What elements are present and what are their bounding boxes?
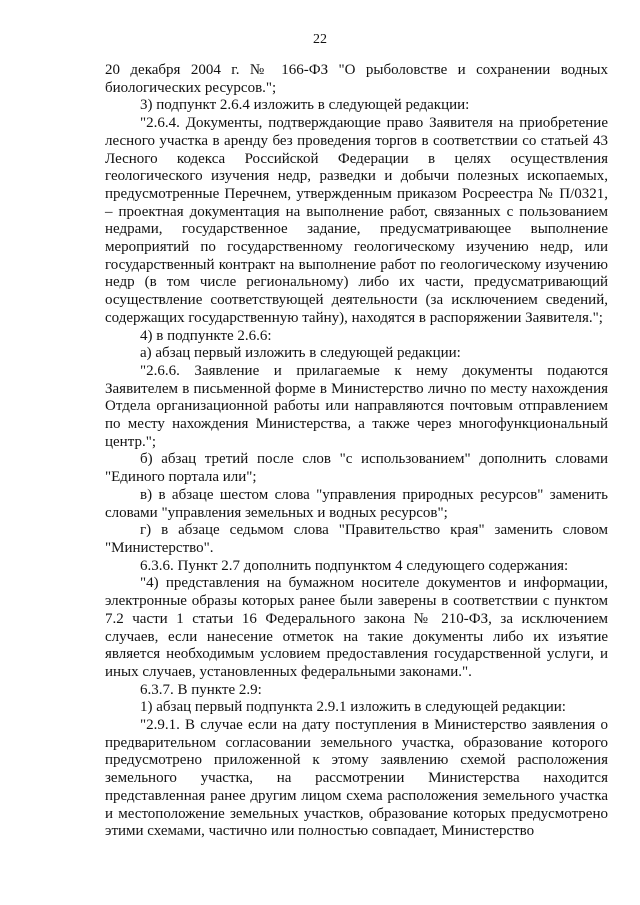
paragraph: 6.3.6. Пункт 2.7 дополнить подпунктом 4 следующего содержания: [140,557,569,574]
paragraph: 6.3.7. В пункте 2.9: [140,681,262,698]
paragraph: г) в абзаце седьмом слова "Правительство края" заменить словом "Министерство". [105,522,608,556]
paragraph: 1) абзац первый подпункта 2.9.1 изложить в следующей редакции: [140,699,566,716]
paragraph: 20 декабря 2004 г. № 166-ФЗ "О рыболовстве и сохранении водных биологических ресурсов."; [105,62,608,96]
paragraph: а) абзац первый изложить в следующей редакции: [140,345,461,362]
paragraph: в) в абзаце шестом слова "управления природных ресурсов" заменить словами "управления земельных и водных ресурсов"; [105,486,608,521]
paragraph: "2.6.4. Документы, подтверждающие право Заявителя на приобретение лесного участка в аренду без проведения торгов в соответствии со статьей 43 Лесного кодекса Российской Федерации в целях осуществления геологического изучения недр, разведки и добычи полезных ископаемых, предусмотренные Перечнем, утвержденным приказом Росреестра № П/0321, – проектная документация на выполнение работ, связанных с пользованием недрами, государственное задание, предусматривающее выполнение мероприятий по государственному геологическому изучению недр, или государственный контракт на выполнение работ по геологическому изучению недр (в том числе региональному) либо их части, предусматривающий осуществление соответствующей деятельности (за исключением сведений, содержащих государственную тайну), находятся в распоряжении Заявителя."; [105,115,608,326]
paragraph: 4) в подпункте 2.6.6: [140,327,272,344]
paragraph: 3) подпункт 2.6.4 изложить в следующей редакции: [140,97,470,114]
paragraph: "4) представления на бумажном носителе документов и информации, электронные образы которых ранее были заверены в соответствии с пунктом 7.2 части 1 статьи 16 Федерального закона № 210-ФЗ, за исключением случаев, если нанесение отметок на такие документы либо их изъятие является необходимым условием предоставления государственной услуги, и иных случаев, установленных федеральными законами.". [105,575,608,680]
paragraph: "2.6.6. Заявление и прилагаемые к нему документы подаются Заявителем в письменной форме в Министерство лично по месту нахождения Отдела организационной работы или направляются почтовым отправлением по месту нахождения Министерства, а также через многофункциональный центр."; [105,362,608,450]
paragraph: "2.9.1. В случае если на дату поступления в Министерство заявления о предварительном согласовании земельного участка, образование которого предусмотрено приложенной к этому заявлению схемой расположения земельного участка, на рассмотрении Министерства находится представленная ранее другим лицом схема расположения земельного участка и местоположение земельных участков, образование которых предусмотрено этими схемами, частично или полностью совпадает, Министерство [105,717,608,840]
page-number: 22 [313,32,327,47]
document-body [105,62,608,841]
paragraph: б) абзац третий после слов "с использованием" дополнить словами "Единого портала или"; [105,451,608,486]
